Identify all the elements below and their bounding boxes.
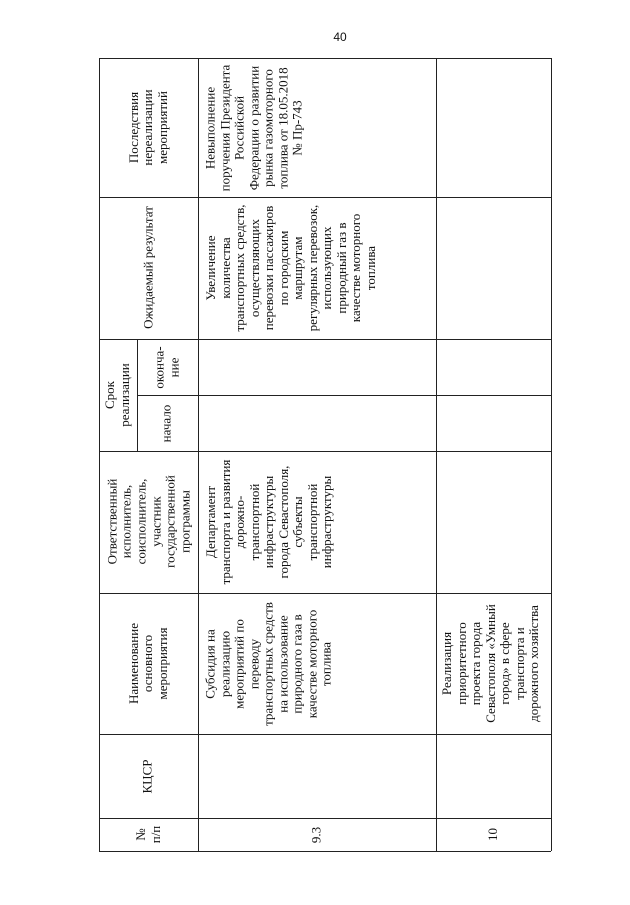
row1-result-cell — [198, 197, 436, 339]
header-result: Ожидаемый результат — [140, 206, 156, 329]
row2-term-start-cell — [436, 395, 551, 451]
row1-consequences-cell — [198, 58, 436, 197]
row2-result-cell — [436, 197, 551, 339]
header-num-cell — [99, 818, 198, 851]
row2-name-cell — [436, 593, 551, 734]
row1-term-end-cell — [198, 339, 436, 395]
row1-name-cell — [198, 593, 436, 734]
header-kcsr: КЦСР — [139, 759, 155, 794]
header-result-cell — [99, 197, 198, 339]
header-term-group-cell — [99, 339, 137, 451]
row2-result — [437, 197, 552, 339]
header-num: № п/п — [132, 825, 163, 844]
row1-kcsr — [198, 734, 436, 818]
row1-num: 9.3 — [308, 826, 324, 844]
row2-kcsr-cell — [436, 734, 551, 818]
row1-executor-cell — [198, 451, 436, 593]
row2-num: 10 — [485, 828, 501, 841]
header-executor: Ответственный исполнитель, соисполнитель, участник государственной программы — [104, 475, 193, 568]
row1-term-end — [198, 339, 436, 395]
row1-term-start-cell — [198, 395, 436, 451]
row1-consequences: Невыполнение поручения Президента Российской Федерации о развитии рынка газомоторного топлива от 18.05.2018 № Пр-743 — [202, 64, 305, 192]
page-number: 40 — [333, 30, 347, 44]
header-term-group: Срок реализации — [102, 363, 132, 427]
row2-consequences-cell — [436, 58, 551, 197]
row2-consequences — [436, 58, 551, 197]
header-term-start-cell — [137, 395, 198, 451]
header-term-end-cell — [137, 339, 198, 395]
header-term-start: начало — [158, 404, 174, 443]
row1-result: Увеличение количества транспортных средств, осуществляющих перевозки пассажиров по городским маршрутам регулярных перевозок, использующих природный газ в качестве моторного топлива — [203, 204, 379, 332]
row2-executor-cell — [436, 451, 551, 593]
row1-term-start — [198, 395, 436, 451]
header-consequences: Последствия нереализации мероприятий — [125, 89, 170, 166]
row2-num-cell — [436, 818, 551, 851]
header-name-cell — [99, 593, 198, 734]
row2-term-end-cell — [436, 339, 551, 395]
header-consequences-cell — [99, 58, 198, 197]
row2-name: Реализация приоритетного проекта города Севастополя «Умный город» в сфере транспорта и дорожного хозяйства — [439, 604, 542, 723]
row2-term-start — [437, 395, 552, 451]
row2-executor — [437, 451, 552, 593]
row2-term-end — [437, 339, 552, 395]
row1-kcsr-cell — [198, 734, 436, 818]
header-kcsr-cell — [99, 734, 198, 818]
row1-name: Субсидия на реализацию мероприятий по переводу транспортных средств на использование природного газа в качестве моторного топлива — [202, 602, 334, 726]
header-name: Наименование основного мероприятия — [125, 623, 170, 704]
row1-executor: Департамент транспорта и развития дорожно- транспортной инфраструктуры города Севастополя, субъекты транспортной инфраструктуры — [203, 459, 335, 585]
header-term-end: оконча- ние — [151, 346, 181, 389]
header-executor-cell — [99, 451, 198, 593]
row2-kcsr — [436, 735, 551, 819]
row1-num-cell — [198, 818, 436, 851]
